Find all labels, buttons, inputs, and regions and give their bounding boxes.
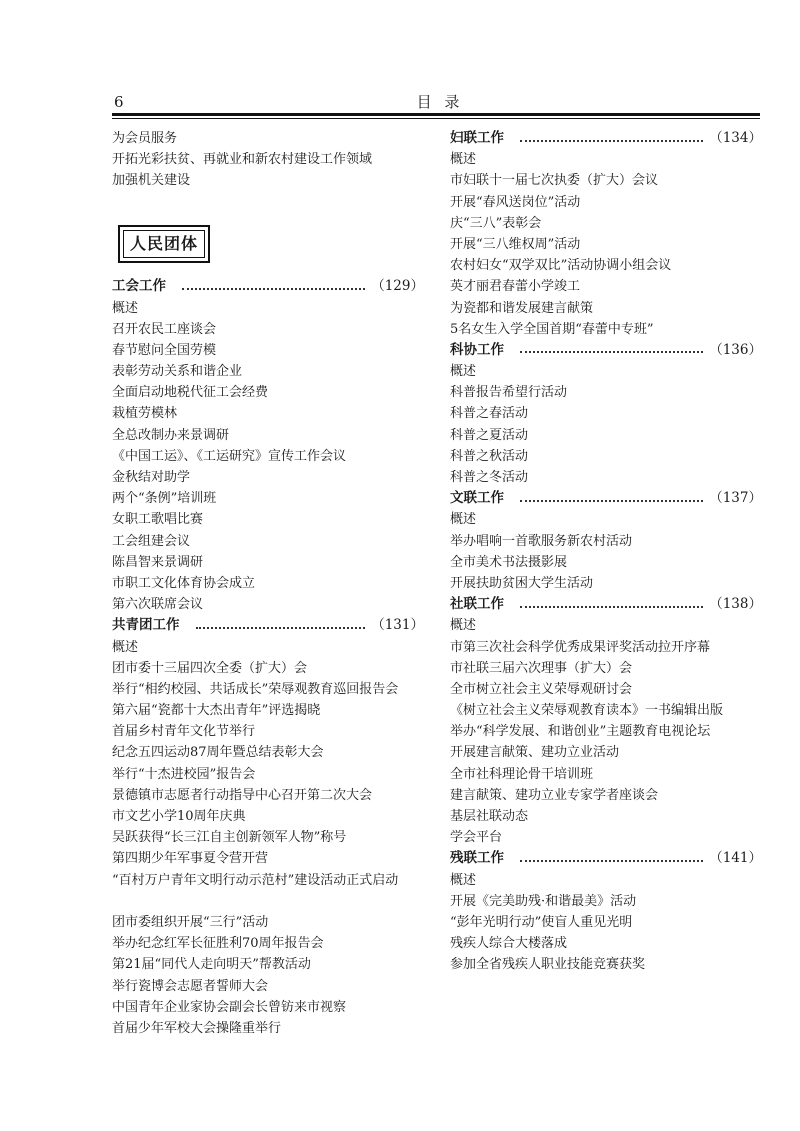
- toc-item[interactable]: 科普之夏活动: [450, 427, 529, 443]
- toc-heading-label: 工会工作: [112, 278, 166, 295]
- toc-item[interactable]: 市第三次社会科学优秀成果评奖活动拉开序幕: [450, 639, 711, 655]
- toc-heading-label: 残联工作: [450, 850, 504, 867]
- toc-item[interactable]: 团市委十三届四次全委（扩大）会: [112, 660, 308, 676]
- toc-heading-label: 共青团工作: [112, 617, 180, 634]
- toc-item[interactable]: “彭年光明行动”使盲人重见光明: [450, 914, 633, 930]
- dot-leaders: [196, 627, 366, 629]
- toc-heading-label: 妇联工作: [450, 130, 504, 146]
- section-banner: [118, 225, 210, 263]
- toc-heading[interactable]: [450, 594, 762, 615]
- toc-item[interactable]: 中国青年企业家协会副会长曾钫来市视察: [112, 999, 347, 1015]
- toc-heading[interactable]: [450, 340, 762, 361]
- right-column: [450, 128, 762, 976]
- toc-item[interactable]: 吴跃获得“长三江自主创新领军人物”称号: [112, 830, 347, 846]
- toc-item[interactable]: “百村万户青年文明行动示范村”建设活动正式启动: [112, 872, 399, 888]
- dot-leaders: [182, 288, 365, 290]
- toc-item[interactable]: 开展建言献策、建功立业活动: [450, 745, 620, 761]
- toc-item[interactable]: 开展《完美助残·和谐最美》活动: [450, 893, 637, 909]
- toc-item[interactable]: 第21届“同代人走向明天”帮教活动: [112, 957, 311, 973]
- toc-heading-page: （141）: [709, 850, 762, 867]
- toc-item[interactable]: 全市美术书法摄影展: [450, 554, 568, 570]
- toc-item[interactable]: 市职工文化体育协会成立: [112, 575, 256, 591]
- toc-item[interactable]: 纪念五四运动87周年暨总结表彰大会: [112, 745, 324, 761]
- toc-item[interactable]: 开拓光彩扶贫、再就业和新农村建设工作领域: [112, 152, 373, 168]
- left-column: [112, 128, 424, 1039]
- toc-heading-page: （134）: [709, 130, 762, 146]
- toc-heading-label: 科协工作: [450, 341, 504, 358]
- section-banner-wrap: [112, 213, 424, 277]
- toc-item[interactable]: 概述: [112, 639, 139, 655]
- toc-item[interactable]: 春节慰问全国劳模: [112, 342, 217, 358]
- toc-item[interactable]: 科普之秋活动: [450, 448, 529, 464]
- toc-item[interactable]: 第六届“瓷都十大杰出青年”评选揭晓: [112, 703, 321, 719]
- toc-item[interactable]: 举办唱响一首歌服务新农村活动: [450, 533, 633, 549]
- toc-item[interactable]: 全面启动地税代征工会经费: [112, 385, 269, 401]
- toc-item[interactable]: 5名女生入学全国首期“春蕾中专班”: [450, 321, 654, 337]
- toc-item[interactable]: 首届少年军校大会操隆重举行: [112, 1020, 282, 1036]
- toc-item[interactable]: 两个“条例”培训班: [112, 491, 217, 507]
- toc-item[interactable]: 首届乡村青年文化节举行: [112, 724, 256, 740]
- toc-item[interactable]: 市文艺小学10周年庆典: [112, 809, 246, 825]
- toc-heading-page: （131）: [371, 617, 424, 634]
- dot-leaders: [520, 500, 703, 502]
- toc-item[interactable]: 概述: [450, 872, 477, 888]
- toc-item[interactable]: 庆“三八”表彰会: [450, 215, 542, 231]
- toc-item[interactable]: 概述: [450, 152, 477, 168]
- toc-heading-page: （137）: [709, 490, 762, 507]
- toc-item[interactable]: 举办“科学发展、和谐创业”主题教育电视论坛: [450, 724, 711, 740]
- toc-item[interactable]: 陈昌智来景调研: [112, 554, 204, 570]
- toc-item[interactable]: 开展“春风送岗位”活动: [450, 194, 581, 210]
- page-title: 目 录: [416, 93, 464, 111]
- toc-item[interactable]: 团市委组织开展“三行”活动: [112, 914, 269, 930]
- spacer: [112, 192, 424, 213]
- toc-item[interactable]: 《中国工运》、《工运研究》宣传工作会议: [112, 448, 347, 464]
- toc-heading-page: （129）: [371, 278, 424, 295]
- toc-item[interactable]: 农村妇女“双学双比”活动协调小组会议: [450, 258, 672, 274]
- toc-item[interactable]: 概述: [112, 300, 139, 316]
- toc-item[interactable]: 女职工歌唱比赛: [112, 512, 204, 528]
- toc-item[interactable]: 市妇联十一届七次执委（扩大）会议: [450, 173, 659, 189]
- toc-item[interactable]: 基层社联动态: [450, 809, 529, 824]
- toc-item[interactable]: 第六次联席会议: [112, 597, 204, 613]
- toc-item[interactable]: 召开农民工座谈会: [112, 321, 217, 337]
- toc-item[interactable]: 《树立社会主义荣辱观教育读本》一书编辑出版: [450, 703, 724, 719]
- toc-item[interactable]: 工会组建会议: [112, 533, 191, 549]
- toc-item[interactable]: 第四期少年军事夏令营开营: [112, 851, 269, 867]
- toc-item[interactable]: 科普报告希望行活动: [450, 385, 568, 401]
- toc-heading-label: 文联工作: [450, 490, 504, 507]
- toc-item[interactable]: 景德镇市志愿者行动指导中心召开第二次大会: [112, 787, 373, 803]
- toc-item[interactable]: 全市树立社会主义荣辱观研讨会: [450, 681, 633, 697]
- toc-heading-page: （138）: [709, 596, 762, 613]
- toc-heading-label: 社联工作: [450, 596, 504, 613]
- toc-item[interactable]: 学会平台: [450, 830, 503, 846]
- toc-item[interactable]: 为瓷都和谐发展建言献策: [450, 300, 594, 316]
- section-banner-label: 人民团体: [123, 230, 205, 258]
- toc-item[interactable]: 加强机关建设: [112, 173, 191, 189]
- toc-heading[interactable]: [112, 276, 424, 297]
- toc-item[interactable]: 概述: [450, 618, 477, 634]
- dot-leaders: [520, 860, 703, 862]
- toc-heading[interactable]: [450, 488, 762, 509]
- toc-item[interactable]: 概述: [450, 364, 477, 380]
- toc-item[interactable]: 全总改制办来景调研: [112, 427, 230, 443]
- dot-leaders: [520, 351, 703, 353]
- toc-item[interactable]: 举行“十杰进校园”报告会: [112, 766, 256, 782]
- toc-item[interactable]: 残疾人综合大楼落成: [450, 936, 568, 952]
- toc-item[interactable]: 科普之春活动: [450, 406, 529, 422]
- toc-item[interactable]: 金秋结对助学: [112, 470, 191, 486]
- toc-item[interactable]: 英才丽君春蕾小学竣工: [450, 279, 581, 295]
- toc-heading[interactable]: [450, 848, 762, 869]
- toc-heading[interactable]: [112, 615, 424, 636]
- toc-item[interactable]: 表彰劳动关系和谐企业: [112, 364, 243, 380]
- toc-item[interactable]: 举办纪念红军长征胜利70周年报告会: [112, 936, 324, 952]
- toc-item[interactable]: 市社联三届六次理事（扩大）会: [450, 660, 633, 676]
- toc-item[interactable]: 科普之冬活动: [450, 470, 529, 485]
- dot-leaders: [520, 606, 703, 608]
- toc-item[interactable]: 举行“相约校园、共话成长”荣辱观教育巡回报告会: [112, 681, 399, 697]
- toc-item[interactable]: 概述: [450, 512, 477, 528]
- toc-item[interactable]: 参加全省残疾人职业技能竞赛获奖: [450, 957, 646, 973]
- header-rule-thick: [112, 113, 760, 116]
- toc-item[interactable]: 全市社科理论骨干培训班: [450, 766, 594, 782]
- toc-item[interactable]: 举行瓷博会志愿者誓师大会: [112, 978, 269, 994]
- header-rule-thin: [112, 118, 760, 119]
- toc-item[interactable]: 建言献策、建功立业专家学者座谈会: [450, 787, 659, 803]
- dot-leaders: [520, 140, 703, 142]
- toc-item[interactable]: 为会员服务: [112, 131, 178, 146]
- toc-heading-page: （136）: [709, 341, 762, 358]
- toc-item[interactable]: 开展扶助贫困大学生活动: [450, 575, 594, 591]
- toc-item[interactable]: 开展“三八维权周”活动: [450, 236, 581, 252]
- toc-item[interactable]: 栽植劳模林: [112, 406, 178, 422]
- toc-heading[interactable]: [450, 128, 762, 149]
- page-number: 6: [114, 93, 124, 111]
